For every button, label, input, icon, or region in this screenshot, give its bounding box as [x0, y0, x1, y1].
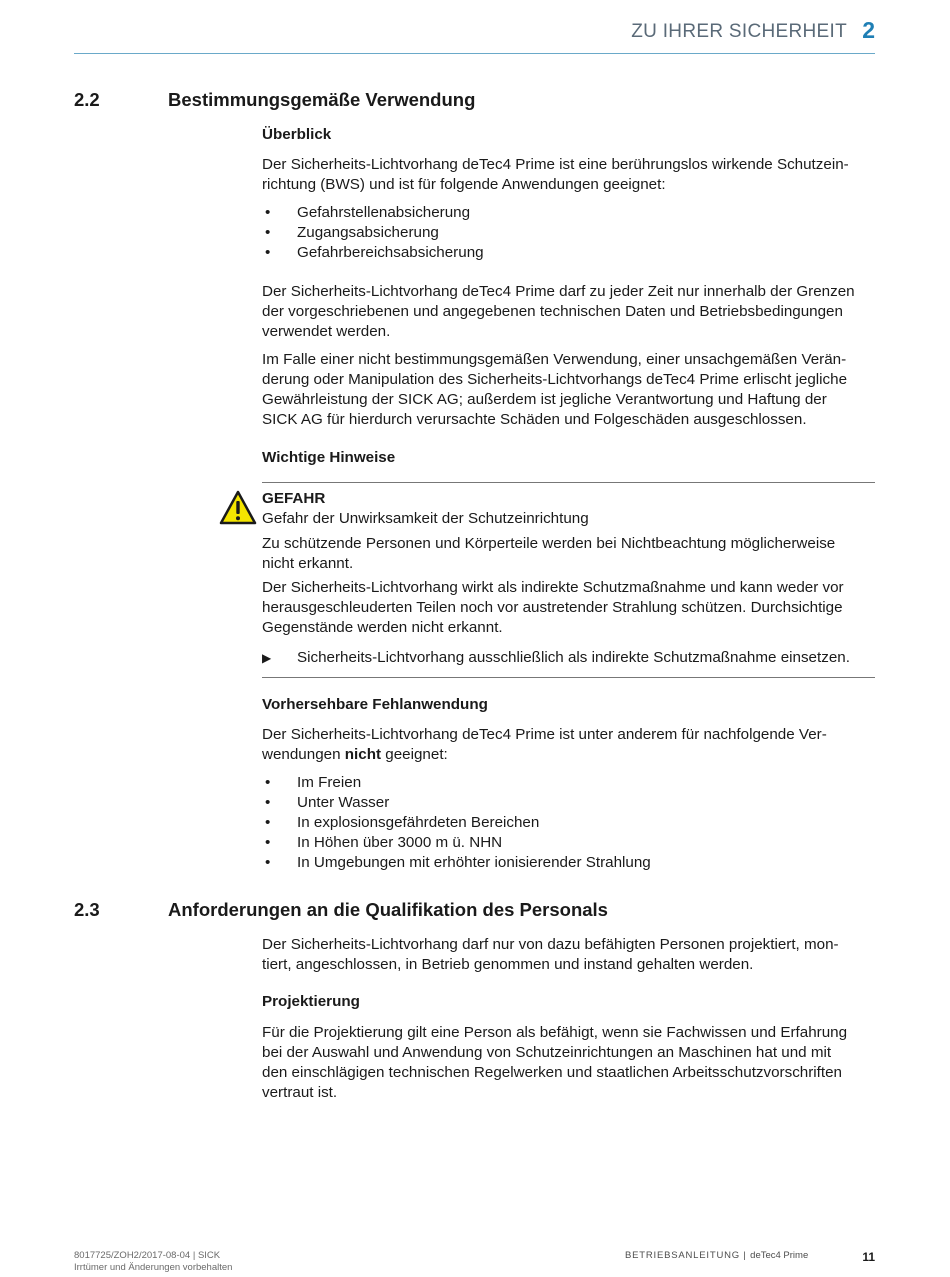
- list-item: • Im Freien: [262, 773, 651, 793]
- overview-heading: Überblick: [262, 126, 332, 143]
- text-line: Für die Projektierung gilt eine Person als befähigt, wenn sie Fachwissen und Erfahrung: [262, 1024, 848, 1041]
- text-line: derung oder Manipulation des Sicherheits-Lichtvorhangs deTec4 Prime erlischt jegliche: [262, 371, 848, 388]
- list-item: • Gefahrbereichsabsicherung: [262, 243, 484, 263]
- footer-manual: [625, 1250, 808, 1261]
- text-line: Zu schützende Personen und Körperteile werden bei Nichtbeachtung möglicherweise: [262, 535, 836, 552]
- list-item: • Unter Wasser: [262, 793, 651, 813]
- notes-heading: Wichtige Hinweise: [262, 449, 396, 466]
- uses-list: [262, 203, 484, 263]
- text-line: SICK AG für hierdurch verursachte Schäden und Folgeschäden ausgeschlossen.: [262, 411, 807, 428]
- text-line: richtung (BWS) und ist für folgende Anwendungen geeignet:: [262, 176, 666, 193]
- warning-label: GEFAHR: [262, 490, 326, 507]
- list-item: • In Höhen über 3000 m ü. NHN: [262, 833, 651, 853]
- emphasis: nicht: [344, 746, 382, 763]
- section-title: Anforderungen an die Qualifikation des Personals: [168, 899, 608, 920]
- foreseeable-heading: Vorhersehbare Fehlanwendung: [262, 696, 488, 713]
- not-suitable-list: [262, 773, 651, 873]
- text-line: Der Sicherheits-Lichtvorhang darf nur von dazu befähigten Personen projektiert, mon-: [262, 936, 839, 953]
- section-number: 2.2: [74, 89, 100, 110]
- text-line: Der Sicherheits-Lichtvorhang deTec4 Prime darf zu jeder Zeit nur innerhalb der Grenzen: [262, 283, 855, 300]
- text-line: herausgeschleuderten Teilen noch vor austretender Strahlung schützen. Durchsichtige: [262, 599, 843, 616]
- text-line: Der Sicherheits-Lichtvorhang deTec4 Prime ist eine berührungslos wirkende Schutzein-: [262, 156, 849, 173]
- qualification-paragraph: [262, 935, 876, 975]
- list-item: • Zugangsabsicherung: [262, 223, 484, 243]
- manual-label: BETRIEBSANLEITUNG: [625, 1250, 740, 1261]
- footer-doc-info: [74, 1250, 232, 1274]
- text-line: Der Sicherheits-Lichtvorhang wirkt als indirekte Schutzmaßnahme und kann weder vor: [262, 579, 844, 596]
- text-line: bei der Auswahl und Anwendung von Schutzeinrichtungen an Maschinen hat und mit: [262, 1044, 832, 1061]
- list-item: • Gefahrstellenabsicherung: [262, 203, 484, 223]
- limits-paragraph: [262, 282, 876, 342]
- text-line: [262, 745, 876, 765]
- document-id: 8017725/ZOH2/2017-08-04 | SICK: [74, 1250, 221, 1261]
- text-line: verwendet werden.: [262, 323, 391, 340]
- chapter-number: 2: [862, 17, 875, 43]
- text-line: tiert, angeschlossen, in Betrieb genommen und instand gehalten werden.: [262, 956, 754, 973]
- foreseeable-paragraph: [262, 725, 876, 765]
- text-line: vertraut ist.: [262, 1084, 338, 1101]
- separator: |: [743, 1250, 747, 1261]
- text-span: geeignet:: [381, 746, 448, 763]
- disclaimer: Irrtümer und Änderungen vorbehalten: [74, 1262, 233, 1273]
- divider: [262, 677, 875, 678]
- page-header: [74, 14, 875, 54]
- planning-paragraph: [262, 1023, 876, 1103]
- misuse-paragraph: [262, 350, 876, 430]
- warning-triangle-icon: [219, 490, 257, 526]
- text-span: wendungen: [262, 746, 345, 763]
- text-line: Im Falle einer nicht bestimmungsgemäßen Verwendung, einer unsachgemäßen Verän-: [262, 351, 847, 368]
- section-number: 2.3: [74, 899, 100, 920]
- warning-subtitle: Gefahr der Unwirksamkeit der Schutzeinrichtung: [262, 510, 589, 527]
- planning-heading: Projektierung: [262, 993, 360, 1010]
- intro-paragraph: [262, 155, 876, 195]
- text-line: den einschlägigen technischen Regelwerken und staatlichen Arbeitsschutzvorschriften: [262, 1064, 843, 1081]
- list-item: • In Umgebungen mit erhöhter ionisierender Strahlung: [262, 853, 651, 873]
- divider: [262, 482, 875, 483]
- list-item: • In explosionsgefährdeten Bereichen: [262, 813, 651, 833]
- text-line: Der Sicherheits-Lichtvorhang deTec4 Prime ist unter anderem für nachfolgende Ver-: [262, 726, 827, 743]
- warning-paragraph: [262, 578, 876, 638]
- page-number: 11: [862, 1250, 875, 1264]
- action-text: Sicherheits-Lichtvorhang ausschließlich als indirekte Schutzmaßnahme einsetzen.: [297, 649, 850, 666]
- text-line: Gegenstände werden nicht erkannt.: [262, 619, 503, 636]
- product-name: deTec4 Prime: [750, 1250, 809, 1261]
- section-title: Bestimmungsgemäße Verwendung: [168, 89, 476, 110]
- chapter-title: ZU IHRER SICHERHEIT: [631, 21, 847, 42]
- warning-paragraph: [262, 534, 876, 574]
- text-line: nicht erkannt.: [262, 555, 354, 572]
- text-line: Gewährleistung der SICK AG; außerdem ist jegliche Verantwortung und Haftung der: [262, 391, 827, 408]
- action-arrow-icon: ▶: [262, 651, 272, 665]
- warning-box: [262, 489, 876, 529]
- text-line: der vorgeschriebenen und angegebenen technischen Daten und Betriebsbedingungen: [262, 303, 843, 320]
